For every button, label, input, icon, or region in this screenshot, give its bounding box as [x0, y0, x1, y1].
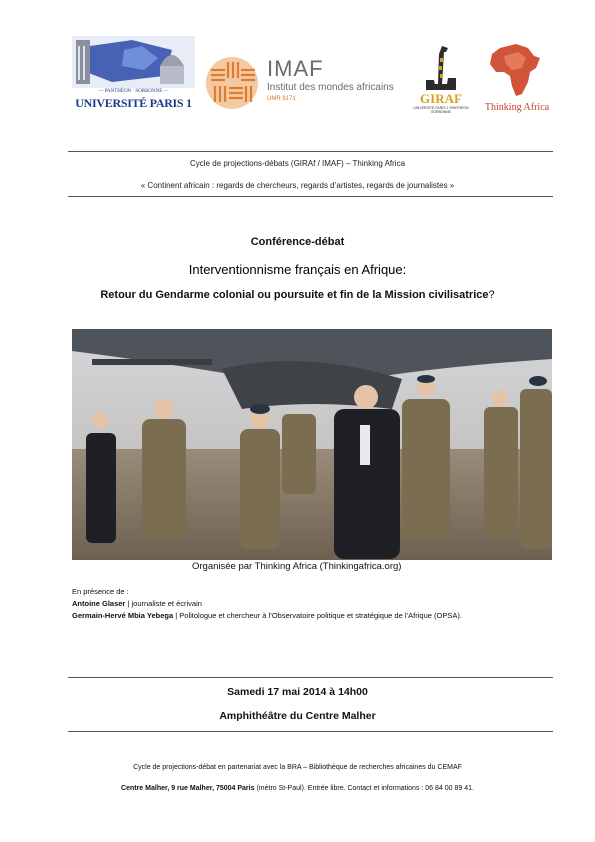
event-photo — [72, 329, 552, 560]
event-subtitle — [0, 289, 595, 301]
giraf-logo — [406, 44, 476, 116]
thinking-africa-name: Thinking Africa — [484, 102, 550, 113]
speaker-item — [72, 610, 556, 622]
partnership-note: Cycle de projections-débat en partenariat avec la BRA – Bibliothèque de recherches africaines du CEMAF — [133, 764, 462, 771]
address-details: (métro St-Paul). Entrée libre. Contact et informations : 06 84 00 89 41. — [254, 785, 474, 792]
imaf-umr: UMR 8171 — [267, 96, 296, 102]
imaf-subtitle: Institut des mondes africains — [267, 82, 394, 93]
schedule-bottom-divider — [68, 731, 553, 732]
event-date: Samedi 17 mai 2014 à 14h00 — [227, 686, 368, 698]
imaf-logo — [205, 56, 400, 112]
paris1-name: UNIVERSITÉ PARIS 1 — [75, 96, 192, 110]
imaf-pattern-icon — [205, 56, 259, 110]
cycle-title: Cycle de projections-débats (GIRAf / IMAF) – Thinking Africa — [189, 159, 406, 168]
speaker-item — [72, 598, 556, 610]
speakers-intro: En présence de : — [72, 587, 129, 596]
top-divider — [68, 151, 553, 152]
header-divider — [68, 196, 553, 197]
photo-caption: Organisée par Thinking Africa (Thinkingafrica.org) — [192, 561, 402, 572]
giraffe-icon — [406, 44, 476, 90]
event-place: Amphithéâtre du Centre Malher — [219, 710, 376, 722]
africa-map-icon — [478, 42, 556, 98]
thinking-africa-logo — [478, 42, 556, 116]
speaker-role: | Politologue et chercheur à l’Observatoire politique et stratégique de l’Afrique (OPSA). — [173, 611, 462, 620]
speaker-name: Antoine Glaser — [72, 599, 126, 608]
address-bold: Centre Malher, 9 rue Malher, 75004 Paris — [121, 785, 255, 792]
schedule-top-divider — [68, 677, 553, 678]
speakers-block — [72, 586, 556, 622]
event-type: Conférence-débat — [250, 236, 345, 248]
giraf-name: GIRAF — [420, 91, 462, 106]
event-subtitle-end: ? — [488, 289, 495, 301]
imaf-name: IMAF — [267, 56, 324, 81]
paris1-tagline: — PANTHÉON · SORBONNE — — [98, 89, 169, 94]
speaker-role: | journaliste et écrivain — [125, 599, 202, 608]
paris1-logo — [72, 36, 195, 116]
event-title: Interventionnisme français en Afrique: — [188, 262, 407, 277]
event-subtitle-text: Retour du Gendarme colonial ou poursuite et fin de la Mission civilisatrice — [100, 289, 489, 301]
giraf-subtitle: UNIVERSITÉ PARIS 1 PANTHÉON SORBONNE — [413, 106, 469, 114]
soldiers-photo-image — [72, 329, 552, 560]
cycle-quote: « Continent africain : regards de chercheurs, regards d’artistes, regards de journalistes » — [140, 181, 455, 190]
address-line — [0, 785, 595, 792]
speaker-name: Germain-Hervé Mbia Yebega — [72, 611, 174, 620]
